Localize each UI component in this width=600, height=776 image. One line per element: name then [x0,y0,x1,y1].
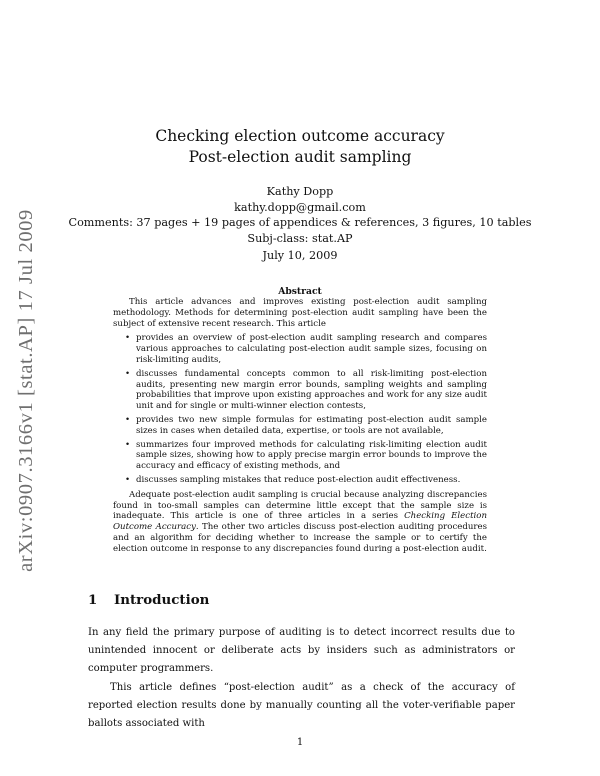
abstract-bullet-item [125,368,487,412]
abstract-body [113,297,487,555]
abstract-bullet-item [125,414,487,437]
author-email: kathy.dopp@gmail.com [234,200,366,214]
section-heading [88,592,209,608]
paper-comments: Comments: 37 pages + 19 pages of appendices & references, 3 figures, 10 tables [68,216,532,229]
abstract-closing [113,490,487,555]
section-number: 1 [88,592,98,608]
arxiv-identifier-text: arXiv:0907.3166v1 [stat.AP] 17 Jul 2009 [14,208,37,572]
bullet-text: discusses fundamental concepts common to all risk-limiting post-election audits, presenting new margin error bounds, sampling weights and sampling probabilities that improve upon existing approaches and work for any size audit unit and for single or multi-winner election contests, [136,368,487,412]
abstract-bullet-list [113,333,487,485]
section-body [88,624,515,733]
bullet-text: discusses sampling mistakes that reduce post-election audit effectiveness. [136,474,461,485]
abstract-closing-after: . The other two articles discuss post-election auditing procedures and an algorithm for deciding whether to increase the sample or to certify the election outcome in response to any discrepancies found during a post-election audit. [113,522,487,554]
abstract-bullet-item [125,474,487,486]
section-title: Introduction [114,592,210,608]
bullet-icon: • [125,439,131,450]
abstract-bullet-item [125,333,487,365]
body-paragraph-1: In any field the primary purpose of auditing is to detect incorrect results due to unintended innocent or deliberate acts by insiders such as administrators or computer programmers. [88,627,515,675]
author-block [0,184,600,246]
title-line-2: Post-election audit sampling [188,148,412,166]
series-title: Checking Election Outcome Accuracy [113,511,487,533]
abstract-intro: This article advances and improves existing post-election audit sampling methodology. Methods for determining post-election audit sampling have been the subject of extensive recent research. This article [113,297,487,329]
bullet-text: provides an overview of post-election audit sampling research and compares various approaches to calculating post-election audit sample sizes, focusing on risk-limiting audits, [136,333,487,365]
page-number: 1 [296,737,304,748]
bullet-text: summarizes four improved methods for calculating risk-limiting election audit sample sizes, showing how to apply precise margin error bounds to improve the accuracy and efficacy of existing methods, and [136,439,487,472]
author-name: Kathy Dopp [266,185,334,198]
bullet-icon: • [125,414,131,425]
subject-class: Subj-class: stat.AP [247,231,353,245]
paper-title [0,126,600,168]
abstract-heading: Abstract [278,286,322,297]
title-line-1: Checking election outcome accuracy [155,127,445,145]
bullet-text: provides two new simple formulas for estimating post-election audit sample sizes in cases when detailed data, expertise, or tools are not available, [136,414,487,436]
abstract-closing-before: Adequate post-election audit sampling is crucial because analyzing discrepancies found in too-small samples can determine little except that the sample size is inadequate. This article is one of three articles in a series [113,489,487,522]
body-paragraph-2: This article defines “post-election audit” as a check of the accuracy of reported election results done by manually counting all the voter-verifiable paper ballots associated with [88,681,515,730]
paper-date: July 10, 2009 [262,249,338,262]
bullet-icon: • [125,333,131,344]
abstract-bullet-item [125,439,487,472]
bullet-icon: • [125,368,131,379]
bullet-icon: • [125,474,131,485]
